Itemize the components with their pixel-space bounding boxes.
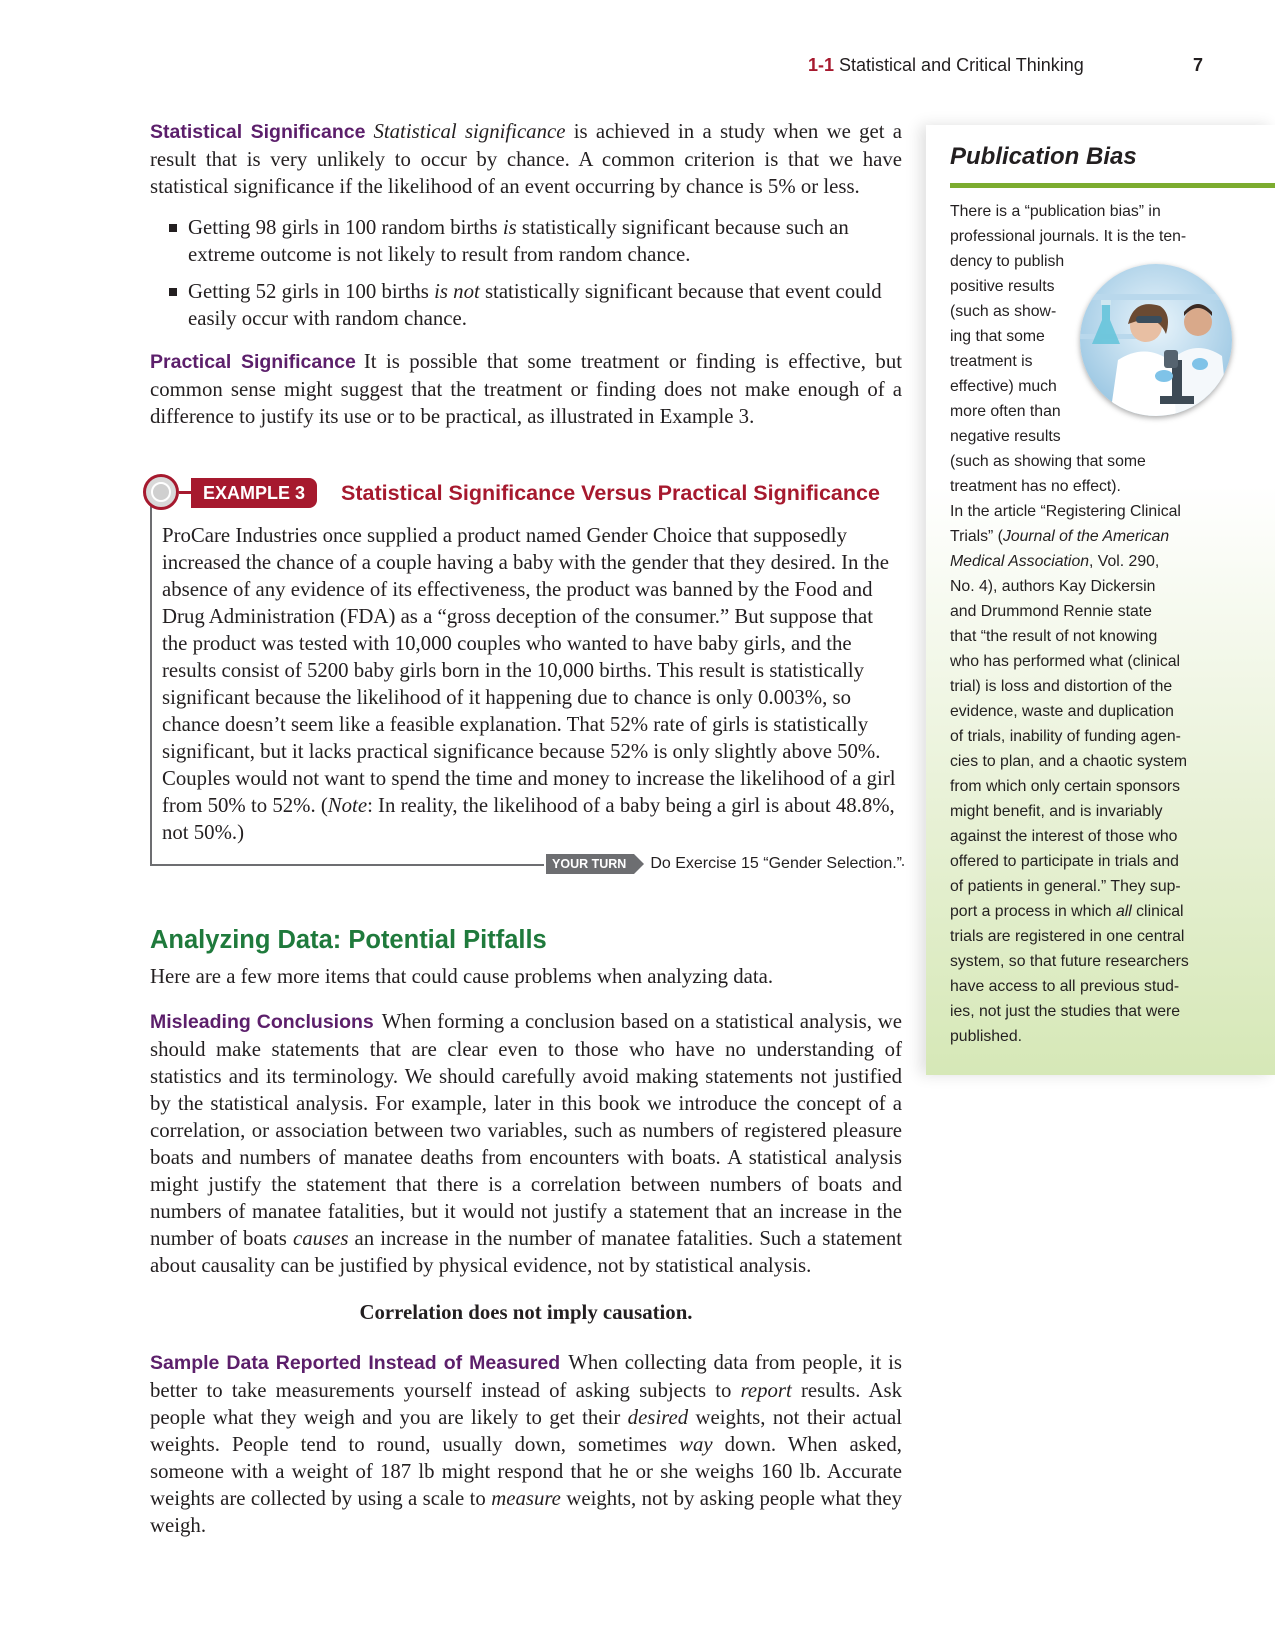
emphasis: way xyxy=(679,1433,713,1456)
bullet-text: Getting 98 girls in 100 random births xyxy=(188,216,503,239)
example-marker-icon xyxy=(143,474,179,510)
sidebar-line: In the article “Registering Clinical xyxy=(950,503,1181,520)
pitfalls-heading: Analyzing Data: Potential Pitfalls xyxy=(150,926,547,954)
paragraph-text: weights, not by asking people what they weigh. xyxy=(150,1487,902,1537)
sidebar-line: treatment has no effect). xyxy=(950,478,1121,495)
pitfalls-intro: Here are a few more items that could cause problems when analyzing data. xyxy=(150,965,774,988)
misleading-conclusions-paragraph xyxy=(150,1008,902,1279)
sidebar-line: trials are registered in one central xyxy=(950,928,1185,945)
example-text: ProCare Industries once supplied a product named Gender Choice that supposedly increased the chance of a couple having a baby with the gender that they desired. In the absence of any evidence of its effectiveness, the product was banned by the Food and Drug Administration (FDA) as a “gross deception of the consumer.” But suppose that the product was tested with 10,000 couples who wanted to have baby girls, and the results consist of 5200 baby girls born in the 10,000 births. This result is statistically significant because the likelihood of it happening due to chance is only 0.003%, so chance doesn’t seem like a feasible explanation. That 52% rate of girls is statistically significant, but it lacks practical significance because 52% is only slightly above 50%. Couples would not want to spend the time and money to increase the likelihood of a girl from 50% to 52%. ( xyxy=(162,524,896,817)
sidebar-title: Publication Bias xyxy=(950,143,1137,170)
emphasis: report xyxy=(740,1379,792,1402)
your-turn xyxy=(544,852,902,876)
note-word: Note xyxy=(327,794,368,817)
sidebar-line: No. 4), authors Kay Dickersin xyxy=(950,578,1156,595)
sidebar-publication-bias xyxy=(926,125,1275,1075)
sidebar-line: of trials, inability of funding agen- xyxy=(950,728,1181,745)
sidebar-line: ing that some xyxy=(950,328,1045,345)
sidebar-line: that “the result of not knowing xyxy=(950,628,1158,645)
emphasis: desired xyxy=(627,1406,689,1429)
bullet-list xyxy=(150,214,902,332)
sidebar-text-run: , Vol. 290, xyxy=(1089,553,1160,570)
paragraph-text: It is possible that some treatment or finding is effective, but common sense might suggest that the treatment or finding does not make enough of a difference to justify its use or to be practical, as illustrated in Example 3. xyxy=(150,350,903,428)
bullet-emphasis: is xyxy=(502,216,517,239)
sidebar-line: more often than xyxy=(950,403,1061,420)
your-turn-text: Do Exercise 15 “Gender Selection.” xyxy=(650,855,902,872)
example-title: Statistical Significance Versus Practical Significance xyxy=(341,481,880,505)
correlation-note: Correlation does not imply causation. xyxy=(359,1301,693,1324)
paragraph-text: down. When asked, someone with a weight of 187 lb might respond that he or she weighs 160 lb. Accurate weights are collected by using a scale to xyxy=(150,1433,902,1510)
sidebar-line: from which only certain sponsors xyxy=(950,778,1181,795)
bullet-text: Getting 52 girls in 100 births xyxy=(188,280,435,303)
sidebar-line xyxy=(950,524,1200,549)
sidebar-text-run: port a process in which xyxy=(950,903,1116,920)
sidebar-line: effective) much xyxy=(950,378,1057,395)
square-bullet-icon xyxy=(169,288,177,296)
sidebar-line: against the interest of those who xyxy=(950,828,1178,845)
sidebar-text-run: clinical xyxy=(1131,903,1184,920)
sidebar-line: (such as show- xyxy=(950,303,1057,320)
sidebar-line: positive results xyxy=(950,278,1055,295)
list-item xyxy=(188,278,902,332)
lab-scientists-photo xyxy=(1080,264,1232,416)
emphasis: measure xyxy=(491,1487,561,1510)
list-item xyxy=(188,214,902,268)
sidebar-rule xyxy=(950,183,1275,188)
sidebar-line: negative results xyxy=(950,428,1061,445)
square-bullet-icon xyxy=(169,224,177,232)
sidebar-line: who has performed what (clinical xyxy=(950,653,1181,670)
sidebar-line: treatment is xyxy=(950,353,1033,370)
sidebar-line: dency to publish xyxy=(950,253,1065,270)
emphasis: all xyxy=(1115,903,1132,920)
example-body xyxy=(162,522,902,846)
sidebar-line: ies, not just the studies that were xyxy=(950,1003,1181,1020)
sidebar-line: evidence, waste and duplication xyxy=(950,703,1174,720)
journal-name: Journal of the American xyxy=(1002,528,1170,545)
practical-significance-paragraph xyxy=(150,348,902,430)
misleading-conclusions-heading: Misleading Conclusions xyxy=(150,1011,374,1033)
paragraph-text: is achieved in a study when we get a result that is very unlikely to occur by chance. A common criterion is that we have statistical significance if the likelihood of an event occurring by chance is 5% or less. xyxy=(150,120,903,198)
example-text: : In reality, the likelihood of a baby being a girl is about 48.8%, not 50%.) xyxy=(162,794,895,844)
term-statistical-significance: Statistical significance xyxy=(373,120,566,143)
lab-photo-illustration xyxy=(1080,264,1232,416)
example-label: EXAMPLE 3 xyxy=(191,478,317,508)
example-box xyxy=(150,474,902,882)
sidebar-line: and Drummond Rennie state xyxy=(950,603,1152,620)
sidebar-line: offered to participate in trials and xyxy=(950,853,1179,870)
sample-data-heading: Sample Data Reported Instead of Measured xyxy=(150,1352,561,1374)
sidebar-line: There is a “publication bias” in xyxy=(950,203,1161,220)
paragraph-text: an increase in the number of manatee fatalities. Such a statement about causality can be justified by physical evidence, not by statistical analysis. xyxy=(150,1227,902,1277)
sidebar-line: of patients in general.” They sup- xyxy=(950,878,1181,895)
section-title: Statistical and Critical Thinking xyxy=(839,55,1084,75)
bullet-emphasis: is not xyxy=(434,280,480,303)
paragraph-text: When forming a conclusion based on a statistical analysis, we should make statements that are clear even to those who have no understanding of statistics and its terminology. We should carefully avoid making statements not justified by the statistical analysis. For example, later in this book we introduce the concept of a correlation, or association between two variables, such as numbers of registered pleasure boats and numbers of manatee deaths from encounters with boats. A statistical analysis might justify the statement that there is a correlation between numbers of boats and numbers of manatee fatalities, but it would not justify a statement that an increase in the number of boats xyxy=(150,1010,902,1250)
sidebar-line: have access to all previous stud- xyxy=(950,978,1180,995)
your-turn-badge: YOUR TURN xyxy=(546,854,634,874)
sidebar-line xyxy=(950,549,1200,574)
statistical-significance-heading: Statistical Significance xyxy=(150,121,366,143)
sidebar-line: trial) is loss and distortion of the xyxy=(950,678,1173,695)
sidebar-text-run: Trials” ( xyxy=(950,528,1003,545)
sidebar-line: cies to plan, and a chaotic system xyxy=(950,753,1188,770)
sidebar-line: professional journals. It is the ten- xyxy=(950,228,1187,245)
main-column xyxy=(150,118,902,1539)
sidebar-line: system, so that future researchers xyxy=(950,953,1189,970)
paragraph-text: weights, not their actual weights. People tend to round, usually down, sometimes xyxy=(150,1406,902,1456)
bullet-text: statistically significant because such an extreme outcome is not likely to result from random chance. xyxy=(188,216,849,266)
sample-data-paragraph xyxy=(150,1349,902,1539)
statistical-significance-paragraph xyxy=(150,118,902,200)
section-number: 1-1 xyxy=(808,55,835,75)
practical-significance-heading: Practical Significance xyxy=(150,351,356,373)
emphasis: causes xyxy=(292,1227,349,1250)
sidebar-line xyxy=(950,899,1200,924)
paragraph-text: results. Ask people what they weigh and you are likely to get their xyxy=(150,1379,902,1429)
page-number: 7 xyxy=(1192,55,1203,75)
paragraph-text: When collecting data from people, it is better to take measurements yourself instead of asking subjects to xyxy=(150,1351,902,1402)
sidebar-line: (such as showing that some xyxy=(950,453,1146,470)
sidebar-line: might benefit, and is invariably xyxy=(950,803,1163,820)
journal-name: Medical Association xyxy=(950,553,1090,570)
sidebar-line: published. xyxy=(950,1028,1023,1045)
running-header xyxy=(808,55,1203,81)
bullet-text: statistically significant because that event could easily occur with random chance. xyxy=(188,280,882,330)
